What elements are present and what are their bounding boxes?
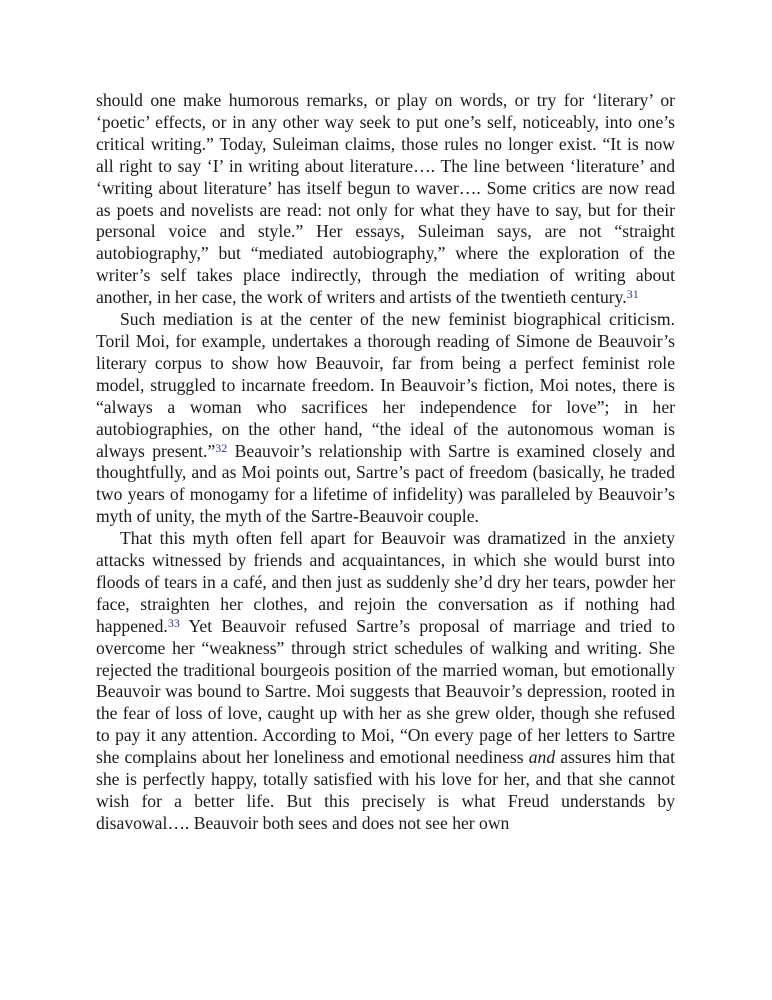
paragraph-text: That this myth often fell apart for Beauvoir was dramatized in the anxiety attacks witnessed by friends and acquaintances, in which she would burst into floods of tears in a café, and then just as suddenly she’d dry her tears, powder her face, straighten her clothes, and rejoin the conversation as if nothing had happened.: [96, 528, 675, 636]
paragraph-text: assures him that she is perfectly happy, totally satisfied with his love for her, and that she cannot wish for a better life. But this precisely is what Freud understands by disavowal…. Beauvoir both sees and does not see her own: [96, 747, 675, 833]
paragraph-1: [96, 90, 675, 309]
italic-emphasis: and: [528, 747, 556, 768]
paragraph-2: [96, 309, 675, 528]
paragraph-text: Such mediation is at the center of the new feminist biographical criticism. Toril Moi, for example, undertakes a thorough reading of Simone de Beauvoir’s literary corpus to show how Beauvoir, far from being a perfect feminist role model, struggled to incarnate freedom. In Beauvoir’s fiction, Moi notes, there is “always a woman who sacrifices her independence for love”; in her autobiographies, on the other hand, “the ideal of the autonomous woman is always present.”: [96, 309, 675, 461]
footnote-ref-33[interactable]: 33: [167, 615, 180, 630]
footnote-ref-32[interactable]: 32: [215, 440, 228, 455]
footnote-ref-31[interactable]: 31: [626, 287, 639, 302]
paragraph-text: should one make humorous remarks, or play on words, or try for ‘literary’ or ‘poetic’ effects, or in any other way seek to put one’s self, noticeably, into one’s critical writing.” Today, Suleiman claims, those rules no longer exist. “It is now all right to say ‘I’ in writing about literature…. The line between ‘literature’ and ‘writing about literature’ has itself begun to waver…. Some critics are now read as poets and novelists are read: not only for what they have to say, but for their personal voice and style.” Her essays, Suleiman says, are not “straight autobiography,” but “mediated autobiography,” where the exploration of the writer’s self takes place indirectly, through the mediation of writing about another, in her case, the work of writers and artists of the twentieth century.: [96, 90, 675, 308]
paragraph-text: Beauvoir’s relationship with Sartre is examined closely and thoughtfully, and as Moi points out, Sartre’s pact of freedom (basically, he traded two years of monogamy for a lifetime of infidelity) was paralleled by Beauvoir’s myth of unity, the myth of the Sartre-Beauvoir couple.: [96, 440, 675, 527]
paragraph-3: [96, 528, 675, 835]
paragraph-text: Yet Beauvoir refused Sartre’s proposal of marriage and tried to overcome her “weakness” through strict schedules of walking and writing. She rejected the traditional bourgeois position of the married woman, but emotionally Beauvoir was bound to Sartre. Moi suggests that Beauvoir’s depression, rooted in the fear of loss of love, caught up with her as she grew older, though she refused to pay it any attention. According to Moi, “On every page of her letters to Sartre she complains about her loneliness and emotional neediness: [96, 615, 675, 768]
page-body: [96, 90, 675, 835]
